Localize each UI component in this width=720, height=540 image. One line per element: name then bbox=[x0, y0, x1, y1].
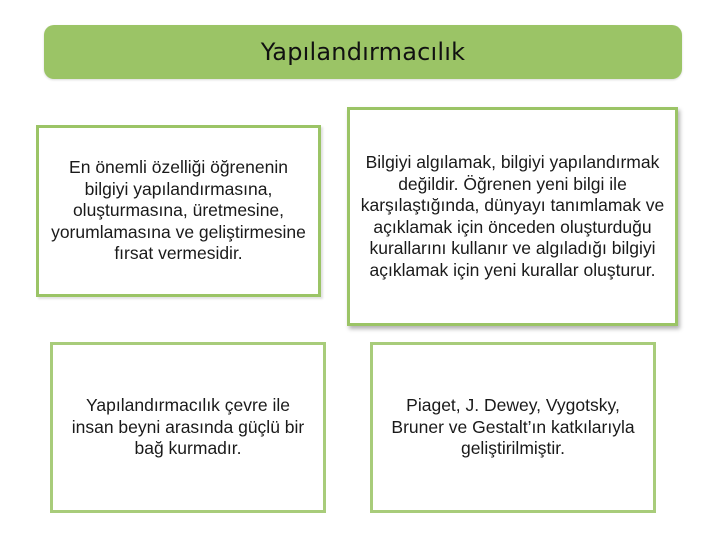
concept-box-perception bbox=[347, 107, 678, 326]
concept-box-environment bbox=[50, 342, 326, 513]
concept-box-key-feature bbox=[36, 125, 321, 297]
title-banner bbox=[44, 25, 682, 79]
concept-text-perception: Bilgiyi algılamak, bilgiyi yapılandırmak değildir. Öğrenen yeni bilgi ile karşılaştığında, dünyayı tanımlamak ve açıklamak için önceden oluşturduğu kurallarını kullanır ve algıladığı bilgiyi açıklamak için yeni kurallar oluşturur. bbox=[360, 152, 665, 280]
concept-box-contributors bbox=[370, 342, 656, 513]
page-title: Yapılandırmacılık bbox=[260, 38, 466, 66]
concept-text-environment: Yapılandırmacılık çevre ile insan beyni arasında güçlü bir bağ kurmadır. bbox=[71, 395, 305, 459]
concept-text-contributors: Piaget, J. Dewey, Vygotsky, Bruner ve Gestalt’ın katkılarıyla geliştirilmiştir. bbox=[391, 395, 635, 459]
concept-text-key-feature: En önemli özelliği öğrenenin bilgiyi yapılandırmasına, oluşturmasına, üretmesine, yorumlamasına ve geliştirmesine fırsat vermesidir. bbox=[51, 157, 306, 264]
